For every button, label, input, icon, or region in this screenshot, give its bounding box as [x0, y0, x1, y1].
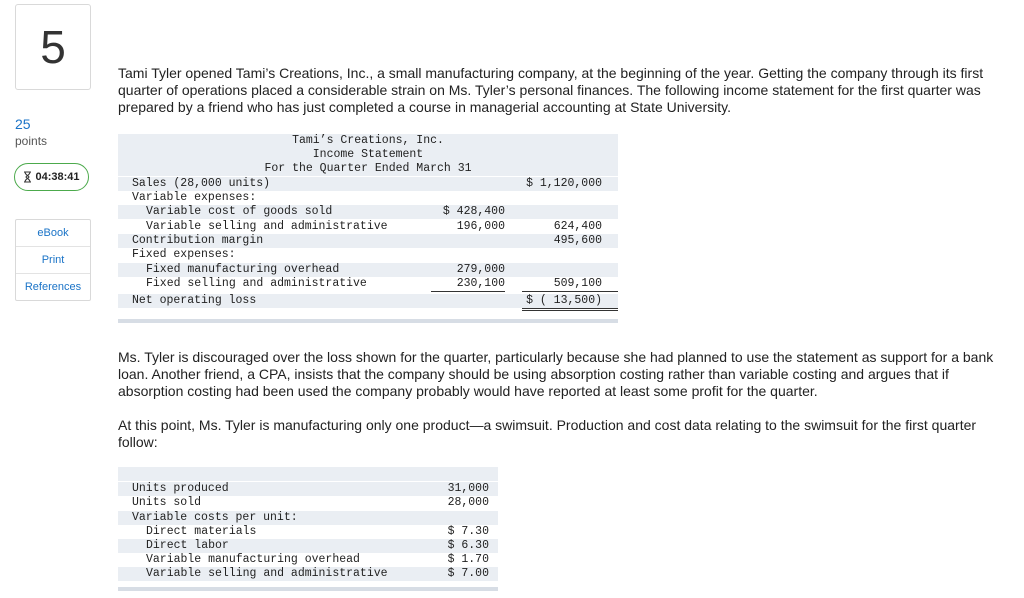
variable-expenses-label: Variable expenses:: [132, 191, 257, 204]
income-statement-table: [118, 134, 618, 326]
var-sga-unit-label: Variable selling and administrative: [146, 567, 388, 580]
direct-materials-label: Direct materials: [146, 525, 257, 538]
var-cogs-label: Variable cost of goods sold: [146, 205, 333, 218]
direct-labor-label: Direct labor: [146, 539, 229, 552]
units-produced-value: 31,000: [447, 482, 489, 495]
points-value: 25: [15, 116, 31, 132]
fixed-mfg-label: Fixed manufacturing overhead: [146, 263, 340, 276]
fixed-mfg-value: 279,000: [456, 263, 505, 276]
direct-materials-value: $ 7.30: [447, 525, 489, 538]
var-sga-label: Variable selling and administrative: [146, 220, 388, 233]
contribution-label: Contribution margin: [132, 234, 264, 247]
var-sga-value: 196,000: [431, 220, 505, 235]
sales-total: $ 1,120,000: [526, 177, 602, 190]
var-mfg-overhead-label: Variable manufacturing overhead: [146, 553, 360, 566]
fixed-sga-label: Fixed selling and administrative: [146, 277, 367, 290]
var-cogs-value: $ 428,400: [442, 205, 505, 218]
intro-paragraph: Tami Tyler opened Tami’s Creations, Inc., a small manufacturing company, at the beginning of the year. Getting the company through its first quarter of operations placed a considerable strain on Ms. Tyler’s personal finances. The following income statement for the first quarter was prepared by a friend who has just completed a course in managerial accounting at State University.: [118, 65, 984, 115]
question-number: 5: [15, 4, 91, 90]
timer-badge: [14, 163, 89, 191]
var-sga-unit-value: $ 7.00: [447, 567, 489, 580]
hourglass-icon: [23, 171, 32, 183]
production-data-table: [118, 467, 498, 598]
units-produced-label: Units produced: [132, 482, 229, 495]
table-bottom-bar: [118, 319, 618, 323]
var-total: 624,400: [522, 220, 618, 235]
points-label: points: [15, 134, 48, 148]
net-loss-label: Net operating loss: [132, 294, 257, 307]
print-button[interactable]: Print: [16, 246, 90, 273]
contribution-value: 495,600: [553, 234, 602, 247]
statement-company-title: Tami’s Creations, Inc.: [292, 134, 444, 147]
sales-label: Sales (28,000 units): [132, 177, 271, 190]
direct-labor-value: $ 6.30: [447, 539, 489, 552]
variable-costs-label: Variable costs per unit:: [132, 511, 298, 524]
resource-buttons: [15, 219, 91, 301]
units-sold-label: Units sold: [132, 496, 202, 509]
net-loss-value: $ ( 13,500): [522, 294, 618, 311]
discussion-paragraph: Ms. Tyler is discouraged over the loss shown for the quarter, particularly because she had planned to use the statement as support for a bank loan. Another friend, a CPA, insists that the company should be using absorption costing rather than variable costing and argues that if absorption costing had been used the company probably would have reported at least some profit for the quarter.: [118, 349, 994, 399]
references-button[interactable]: References: [16, 273, 90, 300]
ebook-button[interactable]: eBook: [37, 227, 69, 239]
fixed-sga-value: 230,100: [431, 277, 505, 292]
fixed-total: 509,100: [522, 277, 618, 292]
table-bottom-bar: [118, 587, 498, 591]
product-paragraph: At this point, Ms. Tyler is manufacturing only one product—a swimsuit. Production and cost data relating to the swimsuit for the first quarter follow:: [118, 417, 977, 450]
units-sold-value: 28,000: [447, 496, 489, 509]
var-mfg-overhead-value: $ 1.70: [447, 553, 489, 566]
statement-period: For the Quarter Ended March 31: [264, 162, 472, 175]
statement-title: Income Statement: [312, 148, 424, 161]
timer-text: 04:38:41: [35, 171, 80, 183]
fixed-expenses-label: Fixed expenses:: [132, 248, 236, 261]
